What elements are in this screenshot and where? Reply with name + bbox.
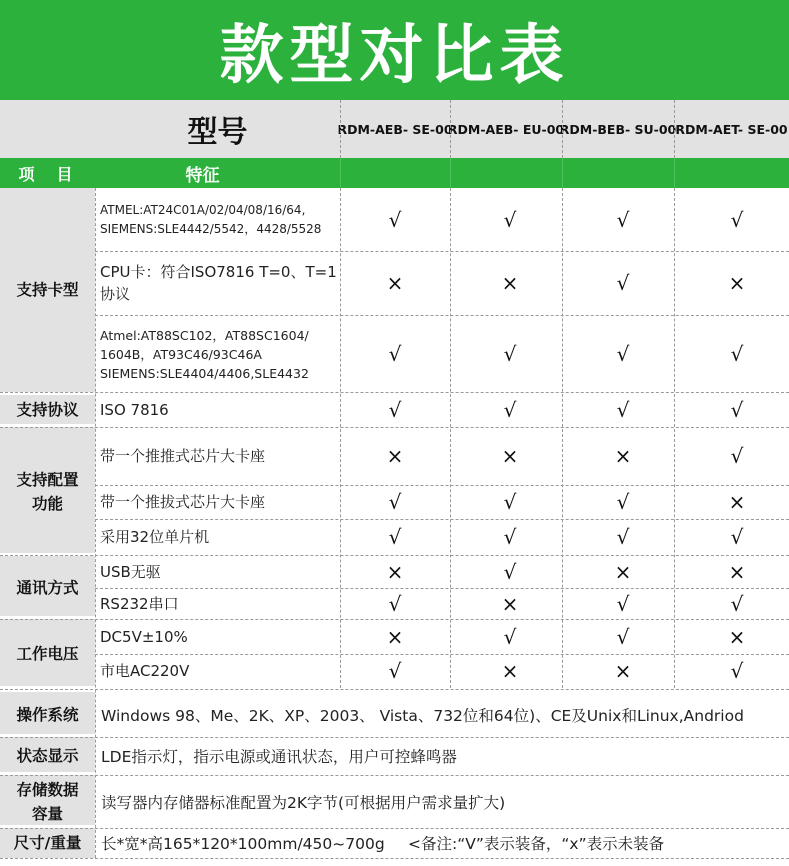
mark-r9-c4: √ bbox=[730, 592, 744, 616]
feature-row-3: Atmel:AT88SC102，AT88SC1604/ 1604B，AT93C46/93C46A SIEMENS:SLE4404/4406,SLE4432 bbox=[100, 327, 309, 381]
divider bbox=[95, 188, 96, 858]
divider bbox=[340, 100, 341, 158]
mark-r1-c1: √ bbox=[388, 208, 402, 232]
divider bbox=[0, 737, 789, 738]
mark-r8-c2: √ bbox=[503, 560, 517, 584]
category-config: 支持配置功能 bbox=[16, 470, 79, 513]
feature-row-1: ATMEL:AT24C01A/02/04/08/16/64, SIEMENS:SLE4442/5542，4428/5528 bbox=[100, 203, 322, 236]
mark-r5-c1: × bbox=[386, 444, 404, 468]
category-storage: 存储数据容量 bbox=[16, 780, 79, 823]
feature-row-10: DC5V±10% bbox=[100, 628, 188, 646]
mark-r5-c4: √ bbox=[730, 444, 744, 468]
mark-r4-c2: √ bbox=[503, 398, 517, 422]
mark-r1-c2: √ bbox=[503, 208, 517, 232]
mark-r7-c1: √ bbox=[388, 525, 402, 549]
note-text: <备注:“V”表示装备，“x”表示未装备 bbox=[408, 835, 665, 853]
column-header-row bbox=[0, 158, 789, 188]
divider bbox=[562, 188, 563, 688]
divider bbox=[0, 775, 789, 776]
mark-r2-c1: × bbox=[386, 271, 404, 295]
mark-r10-c1: × bbox=[386, 625, 404, 649]
feature-row-6: 带一个推拔式芯片大卡座 bbox=[100, 493, 266, 511]
header-item: 项目 bbox=[18, 164, 95, 184]
mark-r2-c4: × bbox=[728, 271, 746, 295]
divider bbox=[0, 427, 789, 428]
divider bbox=[0, 392, 789, 393]
divider bbox=[674, 158, 675, 188]
mark-r6-c2: √ bbox=[503, 490, 517, 514]
model-name-3: RDM-BEB- SU-00 bbox=[559, 121, 677, 137]
divider bbox=[674, 100, 675, 158]
mark-r3-c1: √ bbox=[388, 342, 402, 366]
divider bbox=[674, 188, 675, 688]
mark-r5-c3: × bbox=[614, 444, 632, 468]
model-name-2: RDM-AEB- EU-00 bbox=[447, 121, 565, 137]
mark-r6-c1: √ bbox=[388, 490, 402, 514]
feature-row-9: RS232串口 bbox=[100, 595, 179, 613]
divider bbox=[0, 858, 789, 859]
header-feature: 特征 bbox=[185, 165, 220, 186]
divider bbox=[95, 519, 789, 520]
divider bbox=[95, 251, 789, 252]
title-banner bbox=[0, 0, 789, 100]
category-voltage: 工作电压 bbox=[16, 645, 79, 663]
divider bbox=[562, 100, 563, 158]
divider bbox=[562, 158, 563, 188]
feature-row-4: ISO 7816 bbox=[100, 401, 169, 419]
feature-row-2: CPU卡：符合ISO7816 T=0、T=1协议 bbox=[100, 263, 337, 303]
mark-r6-c4: × bbox=[728, 490, 746, 514]
divider bbox=[95, 654, 789, 655]
feature-row-7: 采用32位单片机 bbox=[100, 528, 210, 546]
mark-r2-c3: √ bbox=[616, 271, 630, 295]
mark-r11-c4: √ bbox=[730, 659, 744, 683]
feature-row-11: 市电AC220V bbox=[100, 662, 190, 680]
category-os: 操作系统 bbox=[16, 705, 79, 724]
mark-r4-c1: √ bbox=[388, 398, 402, 422]
mark-r10-c3: √ bbox=[616, 625, 630, 649]
status-text: LDE指示灯，指示电源或通讯状态，用户可控蜂鸣器 bbox=[101, 748, 457, 766]
mark-r5-c2: × bbox=[501, 444, 519, 468]
divider bbox=[0, 689, 789, 690]
model-name-4: RDM-AET- SE-00 bbox=[675, 121, 788, 137]
category-size: 尺寸/重量 bbox=[13, 834, 82, 852]
divider bbox=[95, 588, 789, 589]
model-header-row bbox=[0, 100, 789, 158]
mark-r6-c3: √ bbox=[616, 490, 630, 514]
model-name-1: RDM-AEB- SE-00 bbox=[337, 121, 453, 137]
mark-r4-c4: √ bbox=[730, 398, 744, 422]
mark-r3-c4: √ bbox=[730, 342, 744, 366]
mark-r11-c2: × bbox=[501, 659, 519, 683]
divider bbox=[450, 188, 451, 688]
mark-r8-c1: × bbox=[386, 560, 404, 584]
divider bbox=[0, 619, 789, 620]
storage-text: 读写器内存储器标准配置为2K字节(可根据用户需求量扩大) bbox=[101, 793, 506, 812]
mark-r9-c1: √ bbox=[388, 592, 402, 616]
mark-r11-c1: √ bbox=[388, 659, 402, 683]
feature-row-5: 带一个推推式芯片大卡座 bbox=[100, 447, 266, 465]
divider bbox=[0, 828, 789, 829]
mark-r1-c3: √ bbox=[616, 208, 630, 232]
feature-row-8: USB无驱 bbox=[100, 563, 161, 581]
mark-r9-c2: × bbox=[501, 592, 519, 616]
mark-r4-c3: √ bbox=[616, 398, 630, 422]
mark-r8-c4: × bbox=[728, 560, 746, 584]
mark-r9-c3: √ bbox=[616, 592, 630, 616]
divider bbox=[340, 188, 341, 688]
model-label: 型号 bbox=[187, 115, 248, 150]
os-text: Windows 98、Me、2K、XP、2003、 Vista、732位和64位)、CE及Unix和Linux,Andriod bbox=[101, 706, 744, 725]
mark-r2-c2: × bbox=[501, 271, 519, 295]
mark-r7-c3: √ bbox=[616, 525, 630, 549]
divider bbox=[95, 485, 789, 486]
mark-r11-c3: × bbox=[614, 659, 632, 683]
divider bbox=[0, 555, 789, 556]
mark-r10-c2: √ bbox=[503, 625, 517, 649]
divider bbox=[450, 158, 451, 188]
size-text: 长*宽*高165*120*100mm/450~700g bbox=[101, 835, 385, 853]
mark-r10-c4: × bbox=[728, 625, 746, 649]
divider bbox=[450, 100, 451, 158]
page-title: 款型对比表 bbox=[219, 19, 570, 93]
mark-r7-c4: √ bbox=[730, 525, 744, 549]
mark-r1-c4: √ bbox=[730, 208, 744, 232]
divider bbox=[340, 158, 341, 188]
category-protocol: 支持协议 bbox=[16, 400, 79, 419]
category-comm: 通讯方式 bbox=[16, 578, 79, 597]
divider bbox=[95, 315, 789, 316]
mark-r8-c3: × bbox=[614, 560, 632, 584]
category-card-types: 支持卡型 bbox=[16, 281, 79, 299]
category-status: 状态显示 bbox=[16, 747, 79, 765]
mark-r3-c2: √ bbox=[503, 342, 517, 366]
mark-r3-c3: √ bbox=[616, 342, 630, 366]
mark-r7-c2: √ bbox=[503, 525, 517, 549]
